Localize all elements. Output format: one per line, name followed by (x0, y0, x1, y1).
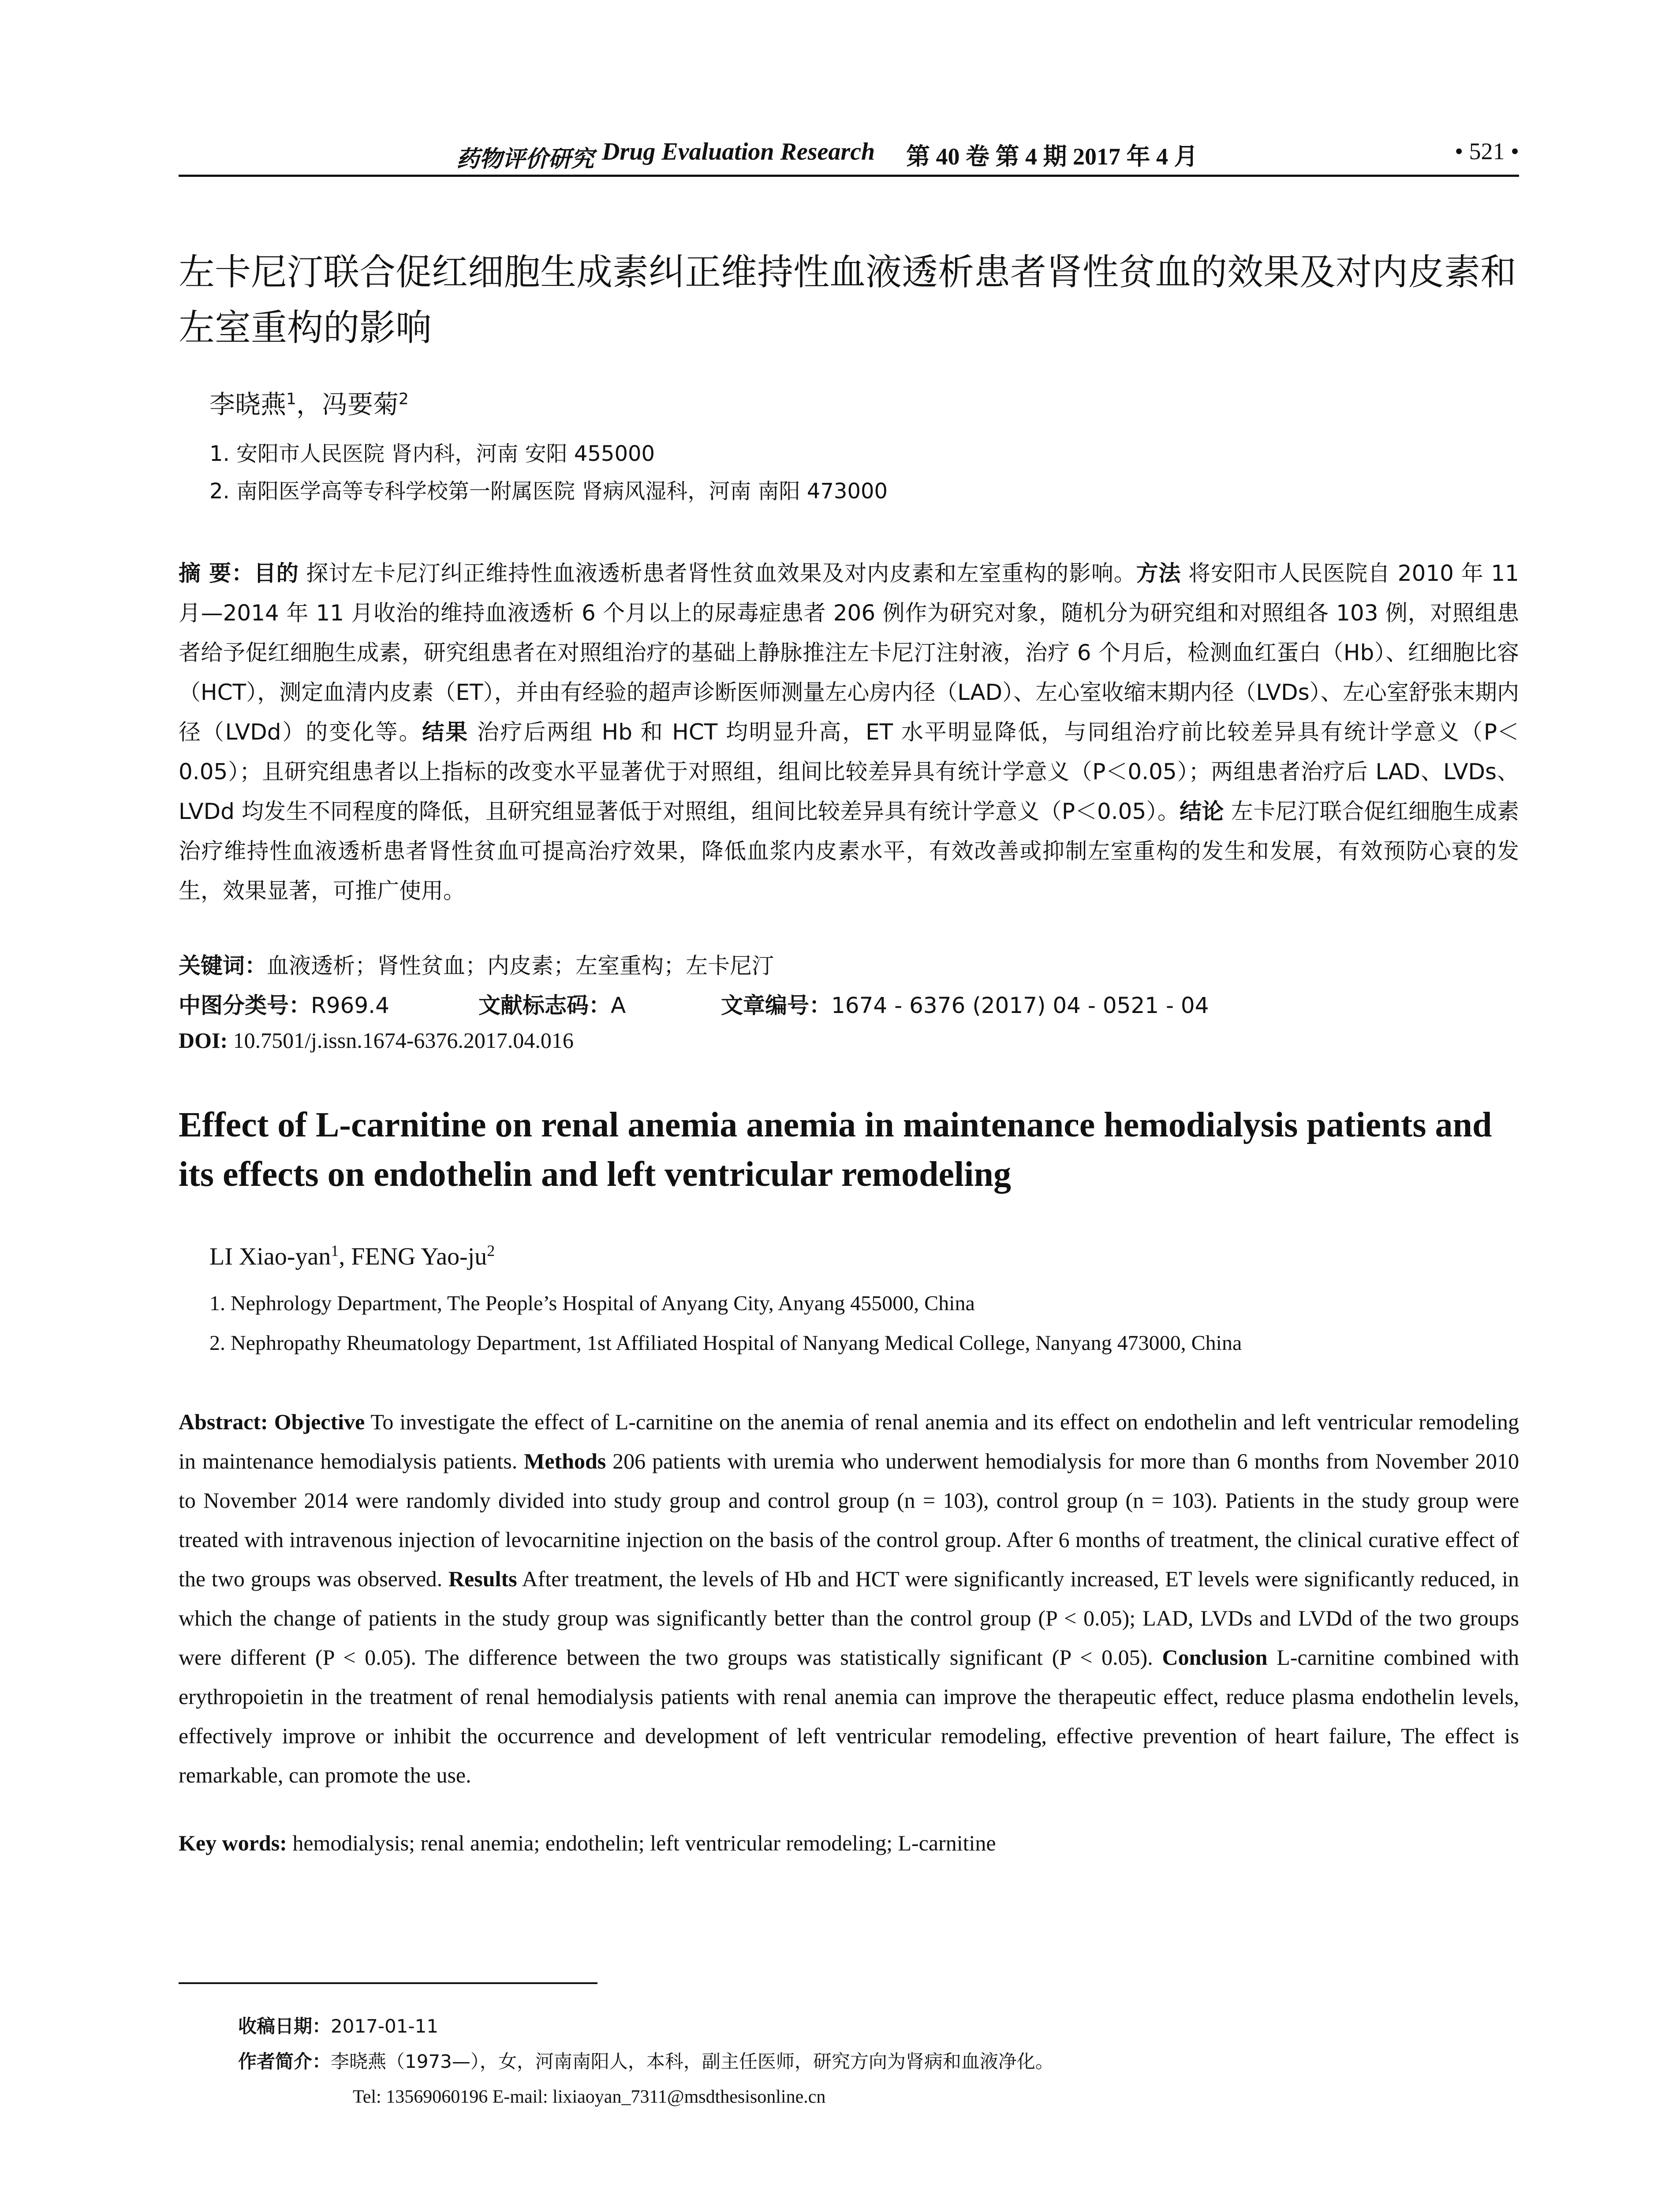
en-author-1-sup: 1 (331, 1242, 339, 1259)
article-no-value: 1674 - 6376 (2017) 04 - 0521 - 04 (831, 993, 1209, 1018)
en-author-1: LI Xiao-yan (209, 1243, 331, 1271)
doi-label: DOI: (179, 1028, 228, 1053)
footnote-rule (179, 1982, 597, 1984)
running-header (179, 137, 1519, 176)
clc-value: R969.4 (311, 993, 389, 1018)
cn-title: 左卡尼汀联合促红细胞生成素纠正维持性血液透析患者肾性贫血的效果及对内皮素和左室重构的影响 (179, 251, 1517, 349)
cn-author-1: 李晓燕 (209, 389, 287, 419)
cn-conclusion-text: 左卡尼汀联合促红细胞生成素治疗维持性血液透析患者肾性贫血可提高治疗效果，降低血浆内皮素水平，有效改善或抑制左室重构的发生和发展，有效预防心衰的发生，效果显著，可推广使用。 (179, 799, 1519, 904)
en-affiliation-2: 2. Nephropathy Rheumatology Department, 1st Affiliated Hospital of Nanyang Medical College, Nanyang 473000, China (209, 1331, 1242, 1355)
en-author-separator: , (339, 1243, 351, 1271)
en-affiliation-1: 1. Nephrology Department, The People’s Hospital of Anyang City, Anyang 455000, China (209, 1292, 975, 1315)
cn-objective-label: 目的 (254, 561, 299, 586)
en-abstract (179, 1402, 1519, 1795)
cn-abstract-label: 摘 要： (179, 561, 254, 586)
cn-keywords-label: 关键词： (179, 953, 267, 979)
doc-code-value: A (611, 993, 626, 1018)
en-title: Effect of L-carnitine on renal anemia anemia in maintenance hemodialysis patients and its effects on endothelin and left ventricular remodeling (179, 1106, 1492, 1194)
cn-abstract (179, 553, 1519, 911)
cn-affiliation-1: 1. 安阳市人民医院 肾内科，河南 安阳 455000 (209, 441, 655, 466)
cn-objective-text: 探讨左卡尼汀纠正维持性血液透析患者肾性贫血效果及对内皮素和左室重构的影响。 (299, 561, 1136, 586)
en-keywords (179, 1830, 1519, 1856)
en-keywords-label: Key words: (179, 1831, 287, 1855)
header-rule (179, 175, 1519, 177)
doc-code-label: 文献标志码： (478, 993, 611, 1018)
cn-results-label: 结果 (422, 719, 469, 745)
en-abstract-label: Abstract: (179, 1409, 268, 1434)
received-label: 收稿日期： (238, 2015, 331, 2037)
cn-methods-label: 方法 (1136, 561, 1181, 586)
en-conclusion-text: L-carnitine combined with erythropoietin in the treatment of renal hemodialysis patients with renal anemia can improve the therapeutic effect, reduce plasma endothelin levels, effectively improve or inhibit the occurrence and development of left ventricular remodeling, effective prevention of heart failure, The effect is remarkable, can promote the use. (179, 1645, 1519, 1787)
author-bio (238, 2044, 1054, 2079)
cn-keywords-text: 血液透析；肾性贫血；内皮素；左室重构；左卡尼汀 (267, 953, 774, 979)
cn-author-separator: ， (296, 389, 322, 419)
cn-conclusion-label: 结论 (1180, 799, 1224, 824)
issue-info: 第 40 卷 第 4 期 2017 年 4 月 (906, 143, 1198, 170)
clc-label: 中图分类号： (179, 993, 311, 1018)
en-results-text: After treatment, the levels of Hb and HCT were significantly increased, ET levels were significantly reduced, in which the change of patients in the study group was significantly better than the control group (P < 0.05); LAD, LVDs and LVDd of the two groups were different (P < 0.05). The difference between the two groups was statistically significant (P < 0.05). (179, 1566, 1519, 1670)
page-number: • 521 • (1455, 138, 1519, 164)
doi (179, 1028, 574, 1053)
en-authors (209, 1241, 495, 1271)
en-objective-text: To investigate the effect of L-carnitine on the anemia of renal anemia and its effect on endothelin and left ventricular remodeling in maintenance hemodialysis patients. (179, 1409, 1519, 1473)
en-author-2-sup: 2 (487, 1242, 495, 1259)
footnote (238, 2009, 1054, 2115)
doc-code-item (478, 988, 721, 1020)
received-date (238, 2009, 1054, 2044)
clc-item (179, 988, 478, 1020)
en-objective-label: Objective (268, 1409, 365, 1434)
cn-keywords (179, 948, 1519, 980)
cn-author-2: 冯要菊 (321, 389, 399, 419)
en-conclusion-label: Conclusion (1162, 1645, 1268, 1670)
en-results-label: Results (448, 1566, 517, 1591)
cn-author-2-sup: 2 (398, 390, 409, 408)
received-value: 2017-01-11 (331, 2015, 439, 2037)
bio-label: 作者简介： (238, 2051, 331, 2072)
cn-methods-text: 将安阳市人民医院自 2010 年 11 月—2014 年 11 月收治的维持血液透析 6 个月以上的尿毒症患者 206 例作为研究对象，随机分为研究组和对照组各 103 例，对照组患者给予促红细胞生成素，研究组患者在对照组治疗的基础上静脉推注左卡尼汀注射液，治疗 6 个月后，检测血红蛋白（Hb）、红细胞比容（HCT），测定血清内皮素（ET），并由有经验的超声诊断医师测量左心房内径（LAD）、左心室收缩末期内径（LVDs）、左心室舒张末期内径（LVDd）的变化等。 (179, 561, 1519, 745)
article-no-label: 文章编号： (721, 993, 831, 1018)
doi-value: 10.7501/j.issn.1674-6376.2017.04.016 (228, 1028, 574, 1053)
en-methods-text: 206 patients with uremia who underwent hemodialysis for more than 6 months from November 2010 to November 2014 were randomly divided into study group and control group (n = 103), control group (n = 103). Patients in the study group were treated with intravenous injection of levocarnitine injection on the basis of the control group. After 6 months of treatment, the clinical curative effect of the two groups was observed. (179, 1449, 1519, 1591)
en-author-2: FENG Yao-ju (351, 1243, 487, 1271)
cn-authors (209, 384, 409, 421)
journal-name: Drug Evaluation Research (602, 138, 875, 165)
author-contact: Tel: 13569060196 E-mail: lixiaoyan_7311@msdthesisonline.cn (353, 2087, 826, 2107)
en-keywords-text: hemodialysis; renal anemia; endothelin; left ventricular remodeling; L-carnitine (287, 1831, 996, 1855)
en-methods-label: Methods (524, 1449, 606, 1473)
bio-text: 李晓燕（1973—），女，河南南阳人，本科，副主任医师，研究方向为肾病和血液净化。 (331, 2051, 1054, 2072)
journal-logo: 药物评价研究 (456, 147, 594, 172)
cn-author-1-sup: 1 (286, 390, 296, 408)
cn-affiliation-2: 2. 南阳医学高等专科学校第一附属医院 肾病风湿科，河南 南阳 473000 (209, 479, 888, 504)
cn-results-text: 治疗后两组 Hb 和 HCT 均明显升高，ET 水平明显降低，与同组治疗前比较差异具有统计学意义（P＜0.05）；且研究组患者以上指标的改变水平显著优于对照组，组间比较差异具有统计学意义（P＜0.05）；两组患者治疗后 LAD、LVDs、LVDd 均发生不同程度的降低，且研究组显著低于对照组，组间比较差异具有统计学意义（P＜0.05）。 (179, 719, 1519, 824)
cn-classification-row (179, 988, 1519, 1020)
article-no-item (721, 988, 1209, 1020)
